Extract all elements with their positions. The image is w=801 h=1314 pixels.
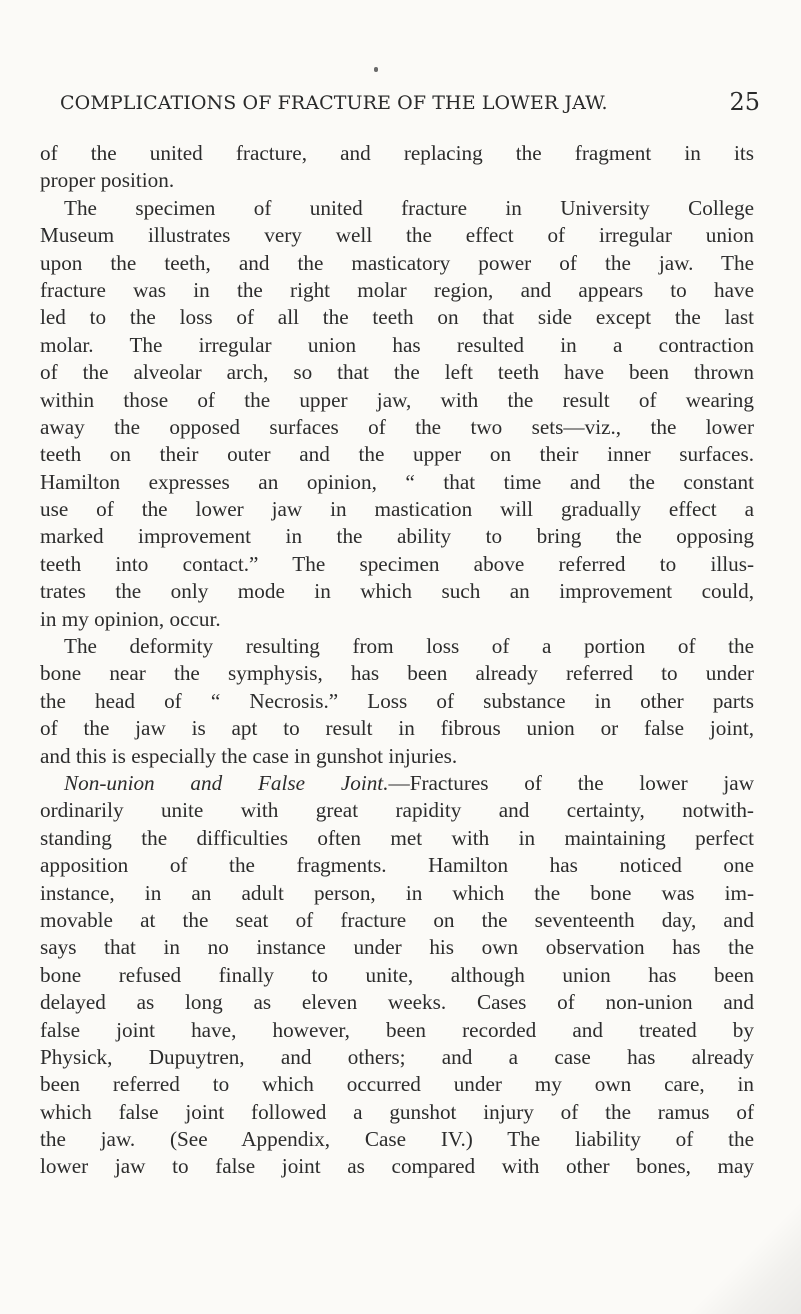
text-line: standing the difficulties often met with in maintaining perfect (40, 825, 754, 850)
text-line: led to the loss of all the teeth on that side except the last (40, 305, 754, 330)
text-line: the jaw. (See Appendix, Case IV.) The liability of the (40, 1127, 754, 1152)
text-line: teeth into contact.” The specimen above referred to illus- (40, 551, 754, 576)
text-line: instance, in an adult person, in which the bone was im- (40, 880, 754, 905)
text-line: marked improvement in the ability to bring the opposing (40, 524, 754, 549)
text-line: the head of “ Necrosis.” Loss of substance in other parts (40, 688, 754, 713)
running-title: COMPLICATIONS OF FRACTURE OF THE LOWER JAW. (60, 92, 608, 114)
text-line: fracture was in the right molar region, and appears to have (40, 277, 754, 302)
text-line: which false joint followed a gunshot injury of the ramus of (40, 1099, 754, 1124)
text-line-section-start (40, 770, 754, 797)
text-line: movable at the seat of fracture on the seventeenth day, and (40, 907, 754, 932)
text-line: ordinarily unite with great rapidity and certainty, notwith- (40, 798, 754, 823)
text-line: been referred to which occurred under my own care, in (40, 1072, 754, 1097)
body-text (40, 140, 754, 1181)
text-line: Hamilton expresses an opinion, “ that time and the constant (40, 469, 754, 494)
text-line: of the jaw is apt to result in fibrous union or false joint, (40, 716, 754, 741)
text-line: The deformity resulting from loss of a portion of the (64, 634, 754, 659)
text-line: bone near the symphysis, has been already referred to under (40, 661, 754, 686)
text-line: The specimen of united fracture in University College (64, 195, 754, 220)
running-head (60, 90, 760, 118)
text-line: use of the lower jaw in mastication will gradually effect a (40, 497, 754, 522)
text-line: away the opposed surfaces of the two sets—viz., the lower (40, 414, 754, 439)
text-line: of the united fracture, and replacing the fragment in its (40, 141, 754, 165)
page-number: 25 (729, 88, 760, 116)
page-fold-shadow (681, 1180, 801, 1314)
text-line: trates the only mode in which such an improvement could, (40, 579, 754, 604)
text-line: lower jaw to false joint as compared with other bones, may (40, 1154, 754, 1179)
text-line: delayed as long as eleven weeks. Cases of non-union and (40, 990, 754, 1015)
text-line: in my opinion, occur. (40, 606, 221, 631)
text-line: says that in no instance under his own observation has the (40, 935, 754, 960)
text-line: apposition of the fragments. Hamilton has noticed one (40, 853, 754, 878)
text-line: within those of the upper jaw, with the result of wearing (40, 387, 754, 412)
text-line: proper position. (40, 168, 175, 193)
text-line: Physick, Dupuytren, and others; and a case has already (40, 1044, 754, 1069)
section-heading: Non-union and False Joint. (64, 770, 389, 795)
text-line: Museum illustrates very well the effect of irregular union (40, 223, 754, 248)
text-line: and this is especially the case in gunshot injuries. (40, 743, 458, 768)
text-line: of the alveolar arch, so that the left teeth have been thrown (40, 360, 754, 385)
printer-mark (374, 67, 378, 72)
text-line: false joint have, however, been recorded and treated by (40, 1017, 754, 1042)
text-line: upon the teeth, and the masticatory power of the jaw. The (40, 250, 754, 275)
text-line: teeth on their outer and the upper on their inner surfaces. (40, 442, 754, 467)
text-line: molar. The irregular union has resulted in a contraction (40, 332, 754, 357)
section-heading-continuation: —Fractures of the lower jaw (388, 770, 755, 795)
text-line: bone refused finally to unite, although union has been (40, 962, 754, 987)
